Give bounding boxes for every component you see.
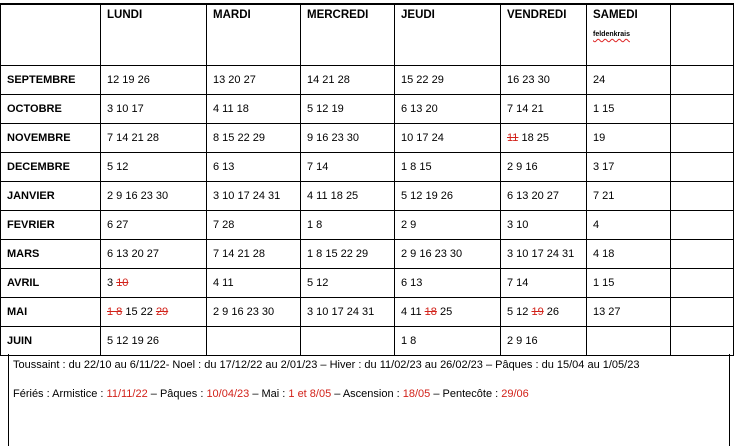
- jeudi-cell: 5 12 19 26: [395, 182, 501, 211]
- mercredi-cell: 4 11 18 25: [301, 182, 395, 211]
- vendredi-cell: 7 14: [501, 269, 587, 298]
- table-row: [1, 211, 734, 240]
- header-jeudi: JEUDI: [395, 4, 501, 66]
- lundi-cell: 3 10 17: [101, 95, 207, 124]
- jeudi-cell: 2 9 16 23 30: [395, 240, 501, 269]
- dates-text: 5 12: [507, 306, 532, 318]
- lundi-cell: 6 27: [101, 211, 207, 240]
- ascension-label: – Ascension :: [331, 388, 403, 400]
- feries-line: [13, 388, 729, 400]
- mardi-cell: 4 11: [207, 269, 301, 298]
- vendredi-cell: [501, 124, 587, 153]
- samedi-cell: 3 17: [587, 153, 671, 182]
- table-row: [1, 182, 734, 211]
- jeudi-cell: 6 13 20: [395, 95, 501, 124]
- empty-header-cell: [671, 4, 734, 66]
- mardi-cell: 7 14 21 28: [207, 240, 301, 269]
- paques-label: – Pâques :: [147, 388, 207, 400]
- mardi-cell: 6 13: [207, 153, 301, 182]
- vendredi-cell: [501, 298, 587, 327]
- schedule-table: [0, 3, 734, 356]
- ascension-date: 18/05: [402, 388, 431, 400]
- struck-date: 1 8: [107, 306, 123, 318]
- mardi-cell: 8 15 22 29: [207, 124, 301, 153]
- corner-cell: [1, 4, 101, 66]
- header-vendredi: VENDREDI: [501, 4, 587, 66]
- struck-date: 10: [116, 277, 129, 289]
- header-mardi: MARDI: [207, 4, 301, 66]
- lundi-cell: [101, 298, 207, 327]
- month-cell: JUIN: [1, 327, 101, 356]
- table-row: [1, 66, 734, 95]
- mardi-cell: 13 20 27: [207, 66, 301, 95]
- dates-text: 3: [107, 277, 117, 289]
- jeudi-cell: [395, 298, 501, 327]
- mercredi-cell: 9 16 23 30: [301, 124, 395, 153]
- month-cell: MAI: [1, 298, 101, 327]
- empty-cell: [671, 66, 734, 95]
- empty-cell: [671, 95, 734, 124]
- mardi-cell: 7 28: [207, 211, 301, 240]
- samedi-cell: [587, 327, 671, 356]
- lundi-cell: 6 13 20 27: [101, 240, 207, 269]
- vendredi-cell: 6 13 20 27: [501, 182, 587, 211]
- notes-box: [8, 354, 730, 446]
- dates-text: 4 11: [401, 306, 425, 318]
- empty-cell: [671, 211, 734, 240]
- mardi-cell: 3 10 17 24 31: [207, 182, 301, 211]
- mercredi-cell: 5 12: [301, 269, 395, 298]
- lundi-cell: 7 14 21 28: [101, 124, 207, 153]
- header-lundi: LUNDI: [101, 4, 207, 66]
- table-row: [1, 240, 734, 269]
- table-row: [1, 269, 734, 298]
- pentecote-date: 29/06: [501, 388, 529, 400]
- header-row: [1, 4, 734, 66]
- samedi-cell: 4 18: [587, 240, 671, 269]
- jeudi-cell: 15 22 29: [395, 66, 501, 95]
- header-mercredi: MERCREDI: [301, 4, 395, 66]
- vendredi-cell: 16 23 30: [501, 66, 587, 95]
- lundi-cell: 5 12: [101, 153, 207, 182]
- samedi-cell: 19: [587, 124, 671, 153]
- vendredi-cell: 2 9 16: [501, 153, 587, 182]
- month-cell: MARS: [1, 240, 101, 269]
- pentecote-label: – Pentecôte :: [430, 388, 502, 400]
- empty-cell: [671, 153, 734, 182]
- empty-cell: [671, 182, 734, 211]
- mardi-cell: [207, 327, 301, 356]
- empty-cell: [671, 124, 734, 153]
- struck-date: 11: [507, 132, 519, 144]
- vacances-line: Toussaint : du 22/10 au 6/11/22- Noel : du 17/12/22 au 2/01/23 – Hiver : du 11/02/23 au 26/02/23 – Pâques : du 15/04 au 1/05/23: [13, 359, 640, 371]
- vendredi-cell: 3 10: [501, 211, 587, 240]
- samedi-cell: 4: [587, 211, 671, 240]
- dates-text: 26: [543, 306, 560, 318]
- paques-date: 10/04/23: [206, 388, 250, 400]
- jeudi-cell: 2 9: [395, 211, 501, 240]
- table-row: [1, 95, 734, 124]
- lundi-cell: 2 9 16 23 30: [101, 182, 207, 211]
- armistice-date: 11/11/22: [106, 388, 148, 400]
- vendredi-cell: 2 9 16: [501, 327, 587, 356]
- month-cell: OCTOBRE: [1, 95, 101, 124]
- month-cell: FEVRIER: [1, 211, 101, 240]
- dates-text: 18 25: [518, 132, 550, 144]
- mercredi-cell: 7 14: [301, 153, 395, 182]
- month-cell: DECEMBRE: [1, 153, 101, 182]
- jeudi-cell: 6 13: [395, 269, 501, 298]
- samedi-cell: 24: [587, 66, 671, 95]
- lundi-cell: 5 12 19 26: [101, 327, 207, 356]
- month-cell: AVRIL: [1, 269, 101, 298]
- table-row: [1, 153, 734, 182]
- empty-cell: [671, 269, 734, 298]
- table-row: [1, 327, 734, 356]
- month-cell: NOVEMBRE: [1, 124, 101, 153]
- mai-date: 1 et 8/05: [288, 388, 332, 400]
- mercredi-cell: 3 10 17 24 31: [301, 298, 395, 327]
- lundi-cell: 12 19 26: [101, 66, 207, 95]
- mai-label: – Mai :: [249, 388, 289, 400]
- table-row: [1, 298, 734, 327]
- mercredi-cell: [301, 327, 395, 356]
- table-row: [1, 124, 734, 153]
- samedi-cell: 7 21: [587, 182, 671, 211]
- struck-date: 29: [155, 306, 169, 318]
- mercredi-cell: 1 8 15 22 29: [301, 240, 395, 269]
- vendredi-cell: 3 10 17 24 31: [501, 240, 587, 269]
- jeudi-cell: 1 8: [395, 327, 501, 356]
- struck-date: 18: [424, 306, 437, 318]
- mardi-cell: 4 11 18: [207, 95, 301, 124]
- mercredi-cell: 14 21 28: [301, 66, 395, 95]
- empty-cell: [671, 327, 734, 356]
- mercredi-cell: 5 12 19: [301, 95, 395, 124]
- month-cell: JANVIER: [1, 182, 101, 211]
- samedi-cell: 13 27: [587, 298, 671, 327]
- samedi-cell: 1 15: [587, 269, 671, 298]
- jeudi-cell: 10 17 24: [395, 124, 501, 153]
- jeudi-cell: 1 8 15: [395, 153, 501, 182]
- mercredi-cell: 1 8: [301, 211, 395, 240]
- dates-text: 15 22: [122, 306, 156, 318]
- empty-cell: [671, 240, 734, 269]
- feries-label: Fériés : Armistice :: [13, 388, 107, 400]
- header-samedi: SAMEDI feldenkrais: [587, 4, 671, 66]
- vendredi-cell: 7 14 21: [501, 95, 587, 124]
- dates-text: 25: [436, 306, 453, 318]
- struck-date: 19: [531, 306, 544, 318]
- empty-cell: [671, 298, 734, 327]
- mardi-cell: 2 9 16 23 30: [207, 298, 301, 327]
- month-cell: SEPTEMBRE: [1, 66, 101, 95]
- lundi-cell: [101, 269, 207, 298]
- feldenkrais-label: feldenkrais: [593, 31, 630, 38]
- samedi-cell: 1 15: [587, 95, 671, 124]
